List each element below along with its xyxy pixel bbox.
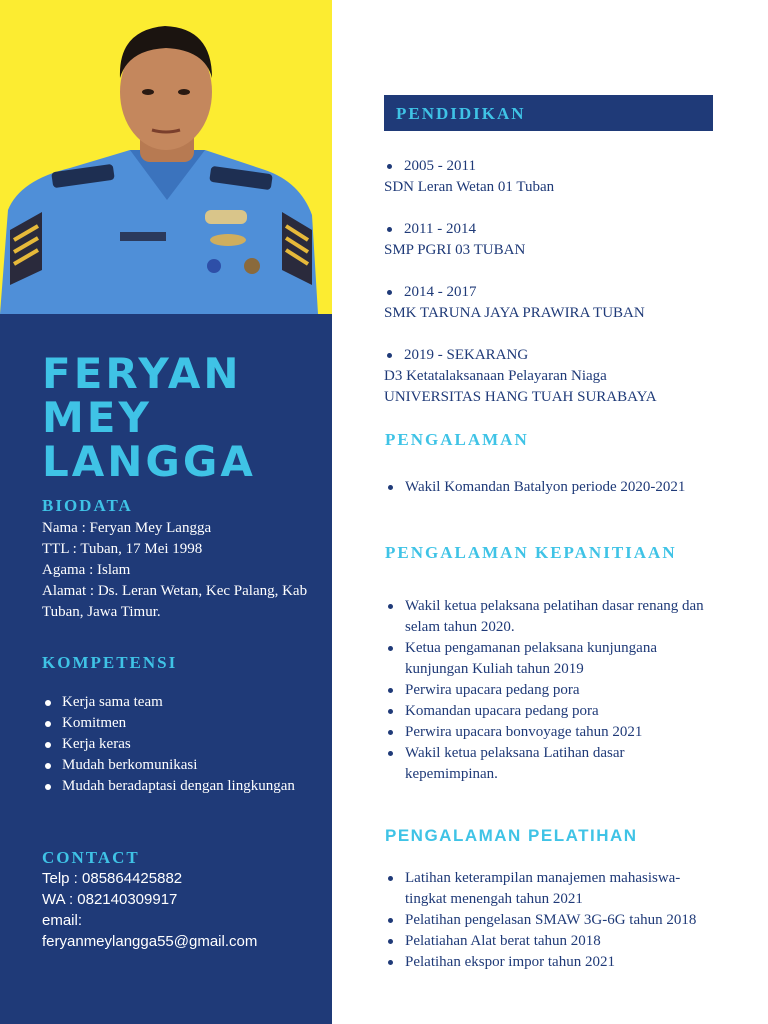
education-years: 2014 - 2017 xyxy=(384,282,724,303)
education-item xyxy=(384,282,724,324)
left-panel xyxy=(0,0,332,1024)
list-item: Wakil Komandan Batalyon periode 2020-2021 xyxy=(385,477,715,498)
biodata-alamat: Alamat : Ds. Leran Wetan, Kec Palang, Kab Tuban, Jawa Timur. xyxy=(42,583,308,620)
contact-wa: WA : 082140309917 xyxy=(42,891,178,908)
contact-email[interactable]: feryanmeylangga55@gmail.com xyxy=(42,933,258,950)
list-item: Pelatihan pengelasan SMAW 3G-6G tahun 2018 xyxy=(385,910,715,931)
list-item: Wakil ketua pelaksana Latihan dasar kepemimpinan. xyxy=(385,743,705,785)
list-item: Ketua pengamanan pelaksana kunjungana kunjungan Kuliah tahun 2019 xyxy=(385,638,705,680)
portrait-illustration xyxy=(0,0,332,314)
education-school: SMK TARUNA JAYA PRAWIRA TUBAN xyxy=(384,305,645,321)
education-years: 2011 - 2014 xyxy=(384,219,724,240)
list-item: Mudah beradaptasi dengan lingkungan xyxy=(42,776,302,797)
education-years: 2005 - 2011 xyxy=(384,156,724,177)
list-item: Pelatiahan Alat berat tahun 2018 xyxy=(385,931,715,952)
list-item: Perwira upacara bonvoyage tahun 2021 xyxy=(385,722,705,743)
education-item xyxy=(384,156,724,198)
biodata-agama: Agama : Islam xyxy=(42,562,131,578)
contact-section xyxy=(42,868,327,952)
list-item: Kerja sama team xyxy=(42,692,302,713)
contact-email-label: email: xyxy=(42,912,83,929)
list-item: Perwira upacara pedang pora xyxy=(385,680,705,701)
list-item: Komandan upacara pedang pora xyxy=(385,701,705,722)
list-item: Komitmen xyxy=(42,713,302,734)
education-school: D3 Ketatalaksanaan Pelayaran Niaga xyxy=(384,368,607,384)
pendidikan-heading: PENDIDIKAN xyxy=(396,104,526,123)
list-item: Mudah berkomunikasi xyxy=(42,755,302,776)
education-item xyxy=(384,219,724,261)
pelatihan-heading: PENGALAMAN PELATIHAN xyxy=(385,826,638,845)
biodata-nama: Nama : Feryan Mey Langga xyxy=(42,520,212,536)
contact-telp: Telp : 085864425882 xyxy=(42,870,183,887)
full-name xyxy=(42,349,322,486)
list-item: Latihan keterampilan manajemen mahasiswa-tingkat menengah tahun 2021 xyxy=(385,868,715,910)
kompetensi-heading: KOMPETENSI xyxy=(42,653,178,672)
kepanitiaan-list xyxy=(385,596,705,785)
name-line-3: LANGGA xyxy=(42,437,256,486)
biodata-section xyxy=(42,518,327,623)
pengalaman-list xyxy=(385,477,715,498)
name-line-1: FERYAN xyxy=(42,349,242,398)
biodata-ttl: TTL : Tuban, 17 Mei 1998 xyxy=(42,541,203,557)
kompetensi-list xyxy=(42,692,302,797)
pelatihan-list xyxy=(385,868,715,973)
list-item: Pelatihan ekspor impor tahun 2021 xyxy=(385,952,715,973)
education-school: SMP PGRI 03 TUBAN xyxy=(384,242,526,258)
pendidikan-header-bar xyxy=(384,95,713,131)
contact-heading: CONTACT xyxy=(42,848,140,867)
profile-photo xyxy=(0,0,332,314)
education-years: 2019 - SEKARANG xyxy=(384,345,724,366)
list-item: Wakil ketua pelaksana pelatihan dasar renang dan selam tahun 2020. xyxy=(385,596,705,638)
pengalaman-heading: PENGALAMAN xyxy=(385,430,529,449)
name-line-2: MEY xyxy=(42,393,152,442)
education-item xyxy=(384,345,724,408)
education-university: UNIVERSITAS HANG TUAH SURABAYA xyxy=(384,389,657,405)
education-school: SDN Leran Wetan 01 Tuban xyxy=(384,179,555,195)
biodata-heading: BIODATA xyxy=(42,496,133,515)
kepanitiaan-heading: PENGALAMAN KEPANITIAAN xyxy=(385,543,677,562)
list-item: Kerja keras xyxy=(42,734,302,755)
